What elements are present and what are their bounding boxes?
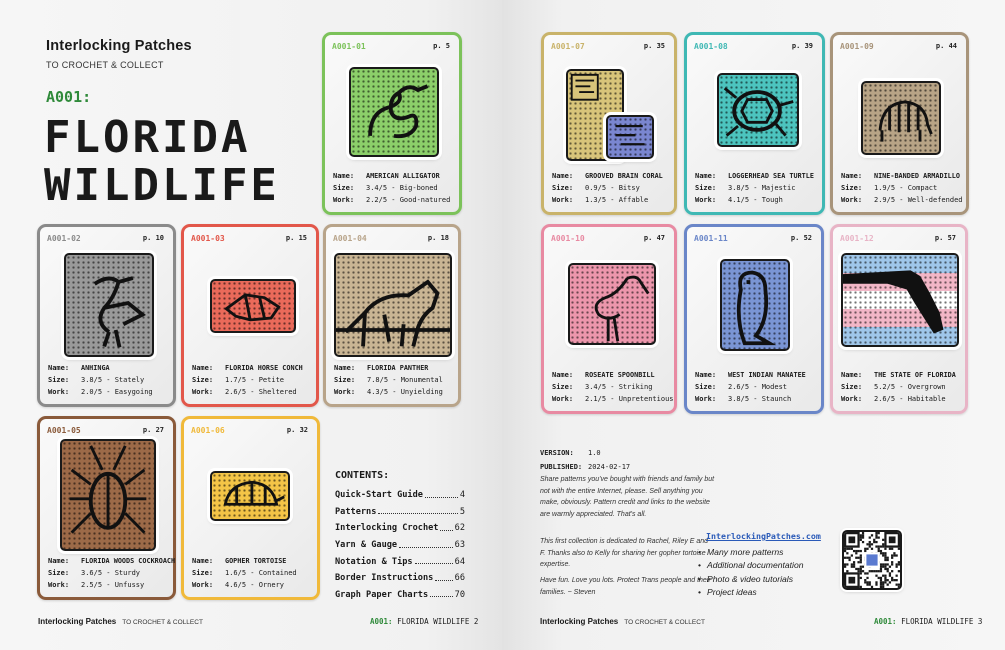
website-link[interactable]: InterlockingPatches.com (706, 531, 821, 541)
contents-item[interactable] (335, 553, 465, 570)
cockroach-icon (60, 439, 156, 551)
contents-item-page: 64 (454, 556, 465, 567)
card-id: A001-01 (332, 42, 366, 51)
size-label: Size: (48, 376, 70, 384)
name-label: Name: (552, 371, 574, 379)
card-size: 3.4/5 - Big-boned (366, 184, 438, 192)
contents-heading: CONTENTS: (335, 470, 390, 481)
name-label: Name: (48, 557, 70, 565)
feature-item: • Project ideas (698, 586, 804, 599)
alligator-icon (349, 67, 439, 157)
card-size: 3.8/5 - Stately (81, 376, 145, 384)
closing-paragraph: Have fun. Love you lots. Protect Trans people and their families. ~ Steven (540, 577, 711, 596)
work-label: Work: (334, 388, 356, 396)
work-label: Work: (333, 196, 355, 204)
pattern-card-a001-05[interactable] (37, 416, 176, 600)
card-name: GROOVED BRAIN CORAL (585, 172, 663, 180)
pattern-card-a001-04[interactable] (323, 224, 461, 407)
sea-turtle-icon (717, 73, 799, 147)
brand-title: Interlocking Patches (46, 38, 192, 54)
card-work: 3.8/5 - Staunch (728, 395, 792, 403)
card-work: 4.6/5 - Ornery (225, 581, 285, 589)
card-name: THE STATE OF FLORIDA (874, 371, 956, 379)
work-label: Work: (841, 196, 863, 204)
name-label: Name: (841, 172, 863, 180)
contents-item-page: 5 (459, 506, 465, 517)
anhinga-icon (64, 253, 154, 357)
pattern-card-a001-08[interactable] (684, 32, 825, 215)
name-label: Name: (334, 364, 356, 372)
card-name: ROSEATE SPOONBILL (585, 371, 655, 379)
florida-map-icon (841, 253, 959, 347)
card-info (841, 170, 963, 206)
card-work: 4.3/5 - Unyielding (367, 388, 443, 396)
size-label: Size: (841, 383, 863, 391)
pattern-card-a001-02[interactable] (37, 224, 176, 407)
card-name: WEST INDIAN MANATEE (728, 371, 806, 379)
footer-brand: Interlocking Patches (540, 617, 619, 626)
footer-subtitle: TO CROCHET & COLLECT (122, 619, 203, 626)
card-page: p. 57 (934, 234, 956, 242)
footer-left-title (370, 617, 478, 626)
leader-dots (415, 563, 453, 564)
card-size: 7.8/5 - Monumental (367, 376, 443, 384)
leader-dots (425, 497, 458, 498)
pattern-card-a001-09[interactable] (830, 32, 969, 215)
contents-item[interactable] (335, 570, 465, 587)
version-block (540, 446, 630, 474)
card-work: 2.6/5 - Habitable (874, 395, 946, 403)
card-name: FLORIDA WOODS COCKROACH (81, 557, 176, 565)
contents-item-label: Interlocking Crochet (335, 523, 439, 534)
card-page: p. 47 (643, 234, 665, 242)
work-label: Work: (192, 581, 214, 589)
contents-item[interactable] (335, 520, 465, 537)
card-id: A001-08 (694, 42, 728, 51)
pattern-card-a001-12[interactable] (830, 224, 968, 414)
card-size: 3.8/5 - Majestic (728, 184, 796, 192)
collection-code: A001: (46, 88, 92, 106)
website-features-list (698, 546, 804, 600)
work-label: Work: (695, 196, 717, 204)
card-size: 5.2/5 - Overgrown (874, 383, 946, 391)
card-page: p. 52 (790, 234, 812, 242)
card-id: A001-02 (47, 234, 81, 243)
card-id: A001-03 (191, 234, 225, 243)
card-page: p. 5 (433, 42, 450, 50)
card-info (192, 362, 303, 398)
contents-item-page: 62 (454, 523, 465, 534)
version-value: 1.0 (588, 449, 601, 457)
contents-item-label: Quick-Start Guide (335, 490, 423, 501)
card-work: 2.2/5 - Good-natured (366, 196, 451, 204)
card-name: NINE-BANDED ARMADILLO (874, 172, 960, 180)
contents-list (335, 487, 465, 603)
card-size: 1.9/5 - Compact (874, 184, 938, 192)
panther-icon (334, 253, 452, 357)
work-label: Work: (552, 196, 574, 204)
card-size: 0.9/5 - Bitsy (585, 184, 640, 192)
card-name: GOPHER TORTOISE (225, 557, 287, 565)
card-work: 2.0/5 - Easygoing (81, 388, 153, 396)
contents-item[interactable] (335, 537, 465, 554)
card-info (48, 362, 153, 398)
work-label: Work: (695, 395, 717, 403)
card-work: 1.3/5 - Affable (585, 196, 649, 204)
contents-item[interactable] (335, 504, 465, 521)
dedication-paragraph: This first collection is dedicated to Rachel, Riley E and F. Thanks also to Kelly for sharing her gopher tortoise expertise. (540, 538, 709, 569)
name-label: Name: (695, 172, 717, 180)
published-value: 2024-02-17 (588, 463, 631, 471)
card-work: 2.5/5 - Unfussy (81, 581, 145, 589)
card-info (334, 362, 443, 398)
spoonbill-icon (568, 263, 656, 345)
footer-right-brand (540, 617, 705, 626)
collection-title-line2: WILDLIFE (44, 160, 280, 211)
footer-code: A001: (370, 617, 393, 626)
card-id: A001-12 (840, 234, 874, 243)
card-page: p. 10 (142, 234, 164, 242)
card-name: AMERICAN ALLIGATOR (366, 172, 440, 180)
card-id: A001-10 (551, 234, 585, 243)
name-label: Name: (695, 371, 717, 379)
armadillo-icon (861, 81, 941, 155)
manatee-icon (720, 259, 790, 351)
pattern-card-a001-06[interactable] (181, 416, 320, 600)
size-label: Size: (334, 376, 356, 384)
card-id: A001-11 (694, 234, 728, 243)
contents-item-page: 66 (454, 573, 465, 584)
footer-title: FLORIDA WILDLIFE (901, 617, 974, 626)
size-label: Size: (192, 569, 214, 577)
card-name: LOGGERHEAD SEA TURTLE (728, 172, 814, 180)
card-name: FLORIDA HORSE CONCH (225, 364, 303, 372)
footer-left-brand (38, 617, 203, 626)
contents-item[interactable] (335, 587, 465, 604)
card-info (48, 555, 175, 591)
contents-item-label: Yarn & Gauge (335, 540, 398, 551)
card-info (841, 369, 956, 405)
work-label: Work: (192, 388, 214, 396)
card-id: A001-04 (333, 234, 367, 243)
card-size: 1.6/5 - Contained (225, 569, 297, 577)
page-number: 3 (977, 617, 983, 626)
footer-right-title (874, 617, 982, 626)
card-page: p. 27 (142, 426, 164, 434)
footer-brand: Interlocking Patches (38, 617, 117, 626)
card-info (552, 369, 674, 405)
footer-code: A001: (874, 617, 897, 626)
published-label: PUBLISHED: (540, 463, 583, 471)
card-name: ANHINGA (81, 364, 110, 372)
card-page: p. 35 (643, 42, 665, 50)
name-label: Name: (841, 371, 863, 379)
name-label: Name: (192, 364, 214, 372)
version-label: VERSION: (540, 449, 574, 457)
contents-item-page: 4 (459, 490, 465, 501)
card-id: A001-05 (47, 426, 81, 435)
pattern-card-a001-07[interactable] (541, 32, 677, 215)
contents-item[interactable] (335, 487, 465, 504)
card-info (695, 170, 814, 206)
size-label: Size: (552, 383, 574, 391)
card-info (333, 170, 450, 206)
contents-item-page: 63 (454, 540, 465, 551)
size-label: Size: (333, 184, 355, 192)
card-id: A001-06 (191, 426, 225, 435)
card-page: p. 18 (427, 234, 449, 242)
pattern-card-a001-01[interactable] (322, 32, 462, 215)
name-label: Name: (192, 557, 214, 565)
card-page: p. 15 (285, 234, 307, 242)
leader-dots (399, 547, 453, 548)
size-label: Size: (695, 184, 717, 192)
feature-item: • Photo & video tutorials (698, 573, 804, 586)
card-id: A001-07 (551, 42, 585, 51)
page-number: 2 (473, 617, 479, 626)
card-id: A001-09 (840, 42, 874, 51)
size-label: Size: (695, 383, 717, 391)
size-label: Size: (841, 184, 863, 192)
contents-item-label: Patterns (335, 506, 377, 517)
contents-item-page: 70 (454, 589, 465, 600)
card-info (552, 170, 663, 206)
collection-title-line1: FLORIDA (44, 112, 251, 163)
leader-dots (435, 580, 452, 581)
size-label: Size: (192, 376, 214, 384)
contents-item-label: Border Instructions (335, 573, 434, 584)
card-page: p. 32 (286, 426, 308, 434)
footer-subtitle: TO CROCHET & COLLECT (624, 619, 705, 626)
card-size: 1.7/5 - Petite (225, 376, 285, 384)
contents-item-label: Notation & Tips (335, 556, 413, 567)
card-work: 2.9/5 - Well-defended (874, 196, 963, 204)
work-label: Work: (841, 395, 863, 403)
size-label: Size: (552, 184, 574, 192)
leader-dots (378, 513, 457, 514)
brand-subtitle: TO CROCHET & COLLECT (46, 60, 164, 70)
card-info (192, 555, 297, 591)
card-work: 2.1/5 - Unpretentious (585, 395, 674, 403)
contents-item-label: Graph Paper Charts (335, 589, 429, 600)
card-work: 2.6/5 - Sheltered (225, 388, 297, 396)
brain-coral-icon (606, 115, 654, 159)
feature-item: • Additional documentation (698, 559, 804, 572)
card-size: 2.6/5 - Modest (728, 383, 788, 391)
size-label: Size: (48, 569, 70, 577)
qr-code-icon[interactable] (842, 530, 902, 590)
tortoise-icon (210, 471, 290, 521)
card-work: 4.1/5 - Tough (728, 196, 783, 204)
sharing-paragraph: Share patterns you've bought with friends and family but not with the entire Internet, please. Sell anything you make, obviously. Pattern credit and links to the website are warmly appreciated. That's all. (540, 476, 715, 518)
leader-dots (430, 596, 453, 597)
card-page: p. 39 (791, 42, 813, 50)
pattern-card-a001-11[interactable] (684, 224, 824, 414)
pattern-card-a001-10[interactable] (541, 224, 677, 414)
card-size: 3.6/5 - Sturdy (81, 569, 141, 577)
conch-icon (210, 279, 296, 333)
leader-dots (440, 530, 452, 531)
name-label: Name: (48, 364, 70, 372)
work-label: Work: (552, 395, 574, 403)
name-label: Name: (333, 172, 355, 180)
card-info (695, 369, 806, 405)
table-of-contents (335, 470, 465, 603)
name-label: Name: (552, 172, 574, 180)
card-name: FLORIDA PANTHER (367, 364, 429, 372)
footer-title: FLORIDA WILDLIFE (397, 617, 470, 626)
card-size: 3.4/5 - Striking (585, 383, 653, 391)
work-label: Work: (48, 388, 70, 396)
work-label: Work: (48, 581, 70, 589)
pattern-card-a001-03[interactable] (181, 224, 319, 407)
feature-item: • Many more patterns (698, 546, 804, 559)
card-page: p. 44 (935, 42, 957, 50)
